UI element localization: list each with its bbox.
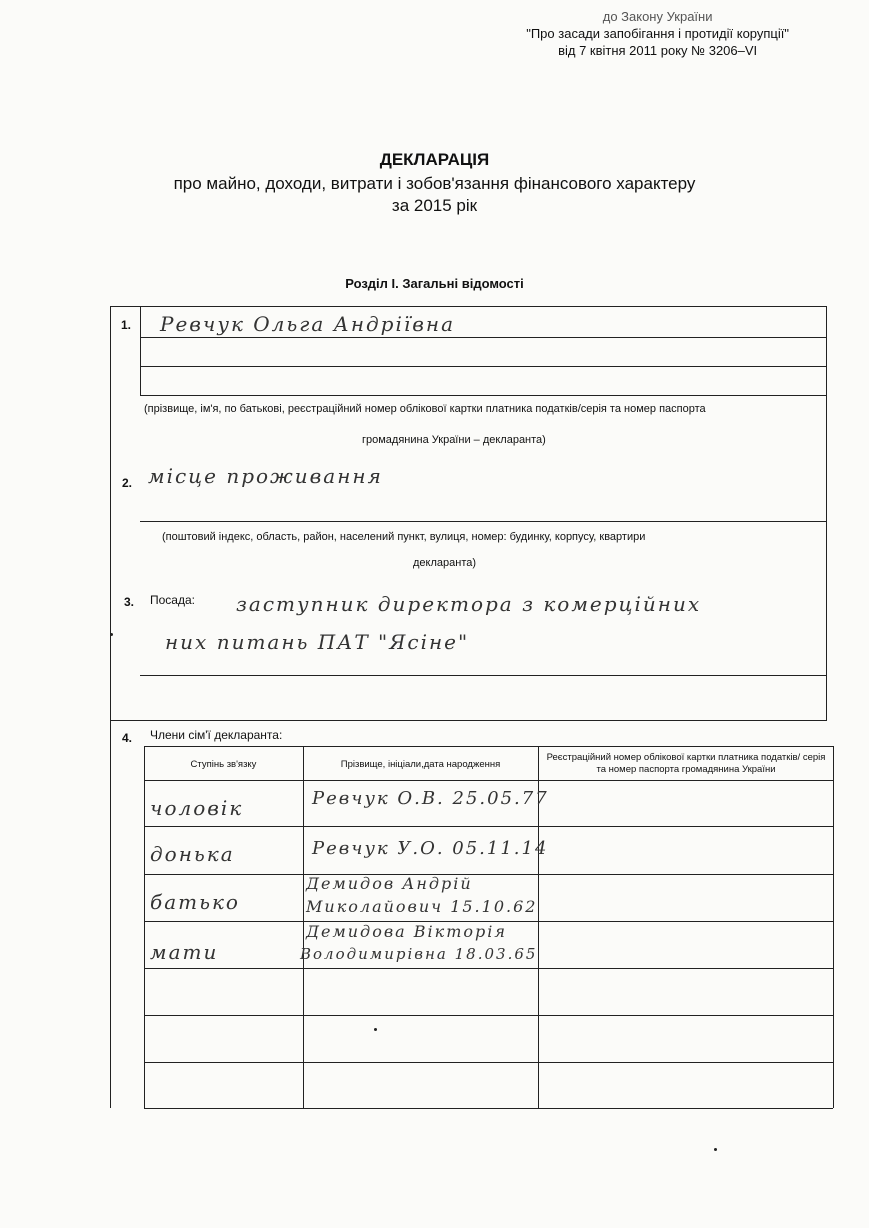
item-2-caption-line-1: (поштовий індекс, область, район, населений пункт, вулиця, номер: будинку, корпусу, квартири bbox=[162, 531, 646, 543]
law-line-3: від 7 квітня 2011 року № 3206–VI bbox=[558, 43, 758, 58]
scan-speck bbox=[714, 1148, 717, 1151]
scan-speck bbox=[110, 633, 113, 636]
row-3-relation: батько bbox=[150, 890, 240, 914]
item-1-caption-line-1: (прізвище, ім'я, по батькові, реєстраційний номер облікової картки платника податків/серія та номер паспорта bbox=[144, 403, 706, 415]
law-reference bbox=[526, 8, 789, 59]
item-1-number: 1. bbox=[121, 318, 132, 332]
row-1-relation: чоловік bbox=[150, 796, 244, 820]
position-label: Посада: bbox=[150, 593, 195, 607]
item-4-number: 4. bbox=[122, 731, 133, 745]
row-4-name: Демидова Вікторія bbox=[306, 922, 507, 941]
column-name-dob: Прізвище, ініціали,дата народження bbox=[340, 759, 501, 770]
row-2-relation: донька bbox=[150, 842, 235, 866]
document-subtitle: про майно, доходи, витрати і зобов'язання фінансового характеру bbox=[173, 174, 696, 193]
document-year: за 2015 рік bbox=[391, 196, 478, 215]
scan-speck bbox=[374, 1028, 377, 1031]
item-3-number: 3. bbox=[124, 595, 135, 609]
law-line-1: до Закону України bbox=[602, 9, 713, 24]
section-title: Розділ І. Загальні відомості bbox=[345, 276, 524, 291]
document-title: ДЕКЛАРАЦІЯ bbox=[379, 150, 490, 169]
position-value-line-2: них питань ПАТ "Ясіне" bbox=[165, 630, 470, 654]
row-3-name: Демидов Андрій bbox=[306, 874, 473, 893]
item-2-number: 2. bbox=[122, 476, 133, 490]
row-4-name-line-2: Володимирівна 18.03.65 bbox=[300, 945, 538, 963]
row-3-name-line-2: Миколайович 15.10.62 bbox=[306, 897, 538, 916]
row-2-name: Ревчук У.О. 05.11.14 bbox=[312, 838, 549, 859]
declarant-address: місце проживання bbox=[148, 464, 383, 488]
row-4-relation: мати bbox=[150, 940, 219, 964]
declarant-name: Ревчук Ольга Андріївна bbox=[160, 312, 456, 336]
item-1-caption-line-2: громадянина України – декларанта) bbox=[362, 434, 546, 446]
law-line-2: "Про засади запобігання і протидії корупції" bbox=[526, 26, 789, 41]
position-value-line-1: заступник директора з комерційних bbox=[236, 592, 702, 616]
column-relation: Ступінь зв'язку bbox=[190, 759, 257, 770]
row-1-name: Ревчук О.В. 25.05.77 bbox=[312, 788, 549, 809]
column-tax-number: Реєстраційний номер облікової картки платника податків/ серія та номер паспорта громадянина України bbox=[546, 752, 826, 775]
item-2-caption-line-2: декларанта) bbox=[413, 557, 477, 569]
family-members-label: Члени сім'ї декларанта: bbox=[150, 728, 283, 742]
